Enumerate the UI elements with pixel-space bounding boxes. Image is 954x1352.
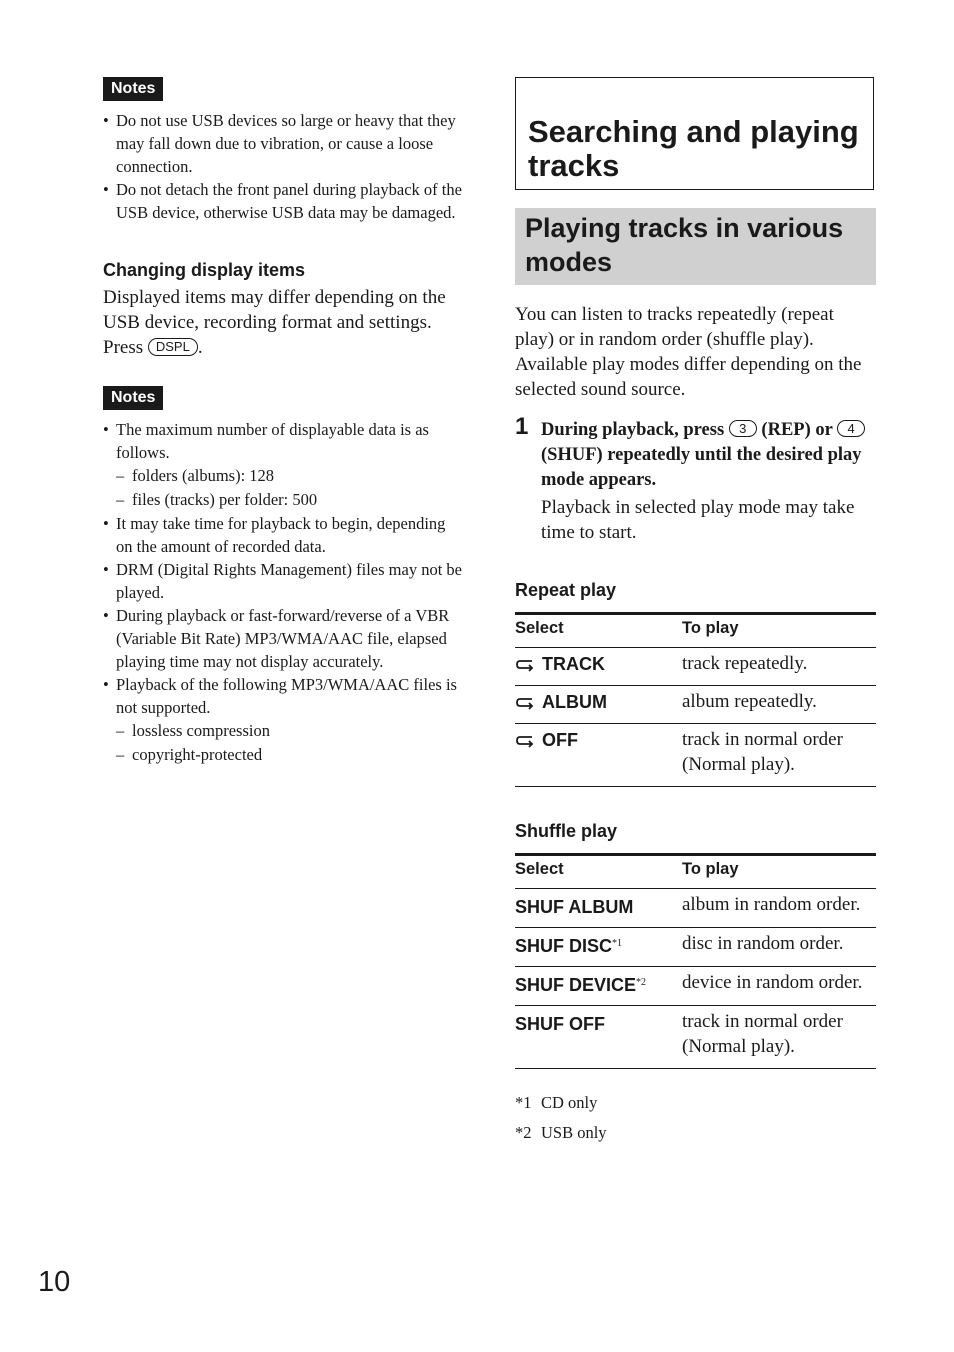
key-4: 4 xyxy=(837,420,865,437)
step-instruction xyxy=(541,418,876,493)
footnote-ref: *2 xyxy=(636,977,647,988)
table-row xyxy=(515,1006,876,1069)
notes-list xyxy=(103,109,463,224)
mode-label: SHUF ALBUM xyxy=(515,897,634,917)
select-cell xyxy=(515,724,682,787)
col-to-play: To play xyxy=(682,619,739,637)
footnote-mark: *1 xyxy=(515,1093,532,1112)
repeat-icon xyxy=(515,658,535,672)
play-description: album repeatedly. xyxy=(682,691,817,712)
table-row xyxy=(515,648,876,686)
col-to-play: To play xyxy=(682,860,739,878)
table-row xyxy=(515,889,876,928)
select-cell xyxy=(515,648,682,686)
note-text: Playback of the following MP3/WMA/AAC files is not supported. xyxy=(116,675,457,717)
right-column xyxy=(515,77,876,1148)
page-number: 10 xyxy=(38,1266,71,1298)
select-cell xyxy=(515,967,682,1006)
left-column xyxy=(103,77,463,767)
intro-paragraph: You can listen to tracks repeatedly (repeat play) or in random order (shuffle play). Available play modes differ depending on the selected sound source. xyxy=(515,304,862,400)
section-title: Playing tracks in various modes xyxy=(525,213,844,277)
note-item xyxy=(103,673,463,767)
step-text-part: (REP) or xyxy=(761,420,833,440)
footnote xyxy=(515,1088,876,1118)
repeat-icon xyxy=(515,734,535,748)
note-item xyxy=(103,418,463,512)
note-text: The maximum number of displayable data is as follows. xyxy=(116,420,429,462)
table-row xyxy=(515,967,876,1006)
table-row xyxy=(515,928,876,967)
mode-label: OFF xyxy=(542,730,578,750)
mode-label: SHUF DISC xyxy=(515,936,613,956)
shuffle-play-heading: Shuffle play xyxy=(515,821,618,841)
note-subitem: – folders (albums): 128 xyxy=(116,464,463,488)
mode-label: TRACK xyxy=(542,654,605,674)
chapter-title-box xyxy=(515,77,874,190)
select-cell xyxy=(515,1006,682,1069)
repeat-icon xyxy=(515,696,535,710)
note-item: • Do not use USB devices so large or heavy that they may fall down due to vibration, or cause a loose connection. xyxy=(103,109,463,178)
col-select: Select xyxy=(515,619,564,637)
repeat-play-table xyxy=(515,612,876,787)
notes-block-2 xyxy=(103,386,463,767)
press-label: Press xyxy=(103,337,144,358)
table-row xyxy=(515,686,876,724)
notes-badge: Notes xyxy=(103,77,163,101)
note-sublist xyxy=(116,719,463,767)
step-text-part: During playback, press xyxy=(541,420,725,440)
step-text-part: (SHUF) repeatedly until the desired play mode appears. xyxy=(541,445,862,490)
step-note: Playback in selected play mode may take time to start. xyxy=(541,497,855,543)
play-description: track in normal order (Normal play). xyxy=(682,729,843,775)
footnote xyxy=(515,1118,876,1148)
note-subitem: – lossless compression xyxy=(116,719,463,743)
mode-label: SHUF OFF xyxy=(515,1014,605,1034)
play-description: device in random order. xyxy=(682,972,863,993)
mode-label: ALBUM xyxy=(542,692,607,712)
col-select: Select xyxy=(515,860,564,878)
footnote-text: CD only xyxy=(541,1093,598,1112)
changing-display-section xyxy=(103,258,463,360)
footnote-mark: *2 xyxy=(515,1123,532,1142)
play-description: disc in random order. xyxy=(682,933,844,954)
note-subitem: – files (tracks) per folder: 500 xyxy=(116,488,463,512)
select-cell xyxy=(515,889,682,928)
shuffle-play-table xyxy=(515,853,876,1069)
play-description: track in normal order (Normal play). xyxy=(682,1011,843,1057)
table-row xyxy=(515,724,876,787)
notes-badge: Notes xyxy=(103,386,163,410)
footnote-text: USB only xyxy=(541,1123,607,1142)
play-description: track repeatedly. xyxy=(682,653,808,674)
step-1 xyxy=(515,413,876,545)
notes-list xyxy=(103,418,463,767)
note-subitem: – copyright-protected xyxy=(116,743,463,767)
select-cell xyxy=(515,928,682,967)
mode-label: SHUF DEVICE xyxy=(515,975,637,995)
table-header-row xyxy=(515,855,876,889)
press-end: . xyxy=(197,337,203,358)
note-item: • Do not detach the front panel during playback of the USB device, otherwise USB data may be damaged. xyxy=(103,178,463,224)
select-cell xyxy=(515,686,682,724)
note-item: • DRM (Digital Rights Management) files may not be played. xyxy=(103,558,463,604)
repeat-play-heading: Repeat play xyxy=(515,580,617,600)
play-description: album in random order. xyxy=(682,894,861,915)
note-sublist xyxy=(116,464,463,512)
note-item: • During playback or fast-forward/reverse of a VBR (Variable Bit Rate) MP3/WMA/AAC file, elapsed playing time may not display accurately. xyxy=(103,604,463,673)
footnote-ref: *1 xyxy=(612,938,623,949)
key-3: 3 xyxy=(729,420,757,437)
section-title-band xyxy=(515,208,876,285)
step-number: 1 xyxy=(515,413,529,440)
note-item: • It may take time for playback to begin, depending on the amount of recorded data. xyxy=(103,512,463,558)
table-header-row xyxy=(515,614,876,648)
section-subheading: Changing display items xyxy=(103,260,306,280)
dspl-key: DSPL xyxy=(148,338,198,356)
body-paragraph: Displayed items may differ depending on the USB device, recording format and settings. xyxy=(103,287,446,333)
notes-block-1 xyxy=(103,77,463,224)
chapter-title: Searching and playing tracks xyxy=(528,114,859,183)
press-instruction xyxy=(103,335,463,360)
footnotes xyxy=(515,1088,876,1148)
